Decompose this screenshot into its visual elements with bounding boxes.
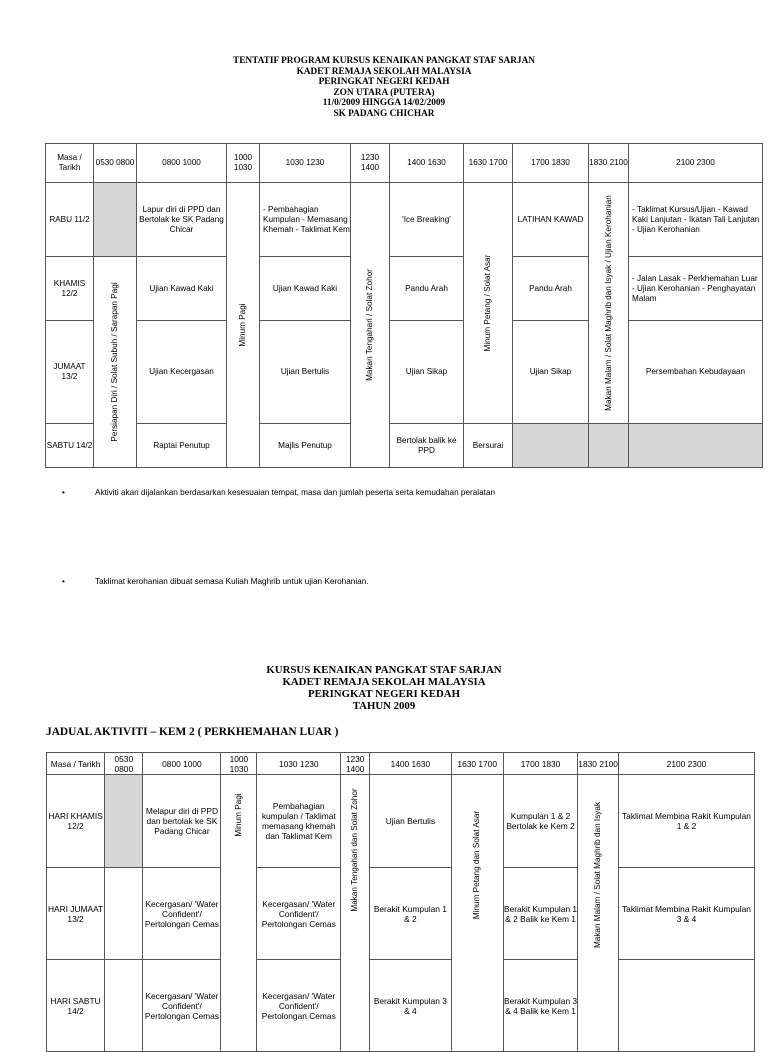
vertical-label: Makan Tengahari dan Solat Zohor: [350, 788, 360, 912]
date-cell: JUMAAT 13/2: [46, 321, 94, 424]
activity-cell: Persembahan Kebudayaan: [629, 321, 763, 424]
table-row: [46, 321, 763, 424]
date-cell: RABU 11/2: [46, 183, 94, 257]
header-cell: 1400 1630: [390, 144, 464, 183]
activity-cell: Lapur diri di PPD dan Bertolak ke SK Padang Chicar: [137, 183, 227, 257]
header-cell: Masa / Tarikh: [46, 144, 94, 183]
date-cell: HARI KHAMIS 12/2: [47, 775, 105, 868]
header-line: TAHUN 2009: [352, 700, 416, 712]
header-line: KADET REMAJA SEKOLAH MALAYSIA: [282, 676, 486, 688]
activity-cell: Pandu Arah: [390, 257, 464, 321]
vertical-label: Minum Petang dan Solat Asar: [472, 810, 482, 920]
activity-cell: Kumpulan 1 & 2 Bertolak ke Kem 2: [503, 775, 577, 868]
activity-cell: Ujian Sikap: [513, 321, 589, 424]
activity-cell: Ujian Bertulis: [260, 321, 351, 424]
vertical-label: Minum Pagi: [233, 793, 243, 837]
vertical-label: Makan Malam / Solat Maghrib dan Isyak: [593, 801, 603, 949]
activity-cell: LATIHAN KAWAD: [513, 183, 589, 257]
activity-cell: - Jalan Lasak - Perkhemahan Luar - Ujian Kerohanian - Penghayatan Malam: [629, 257, 763, 321]
header-cell: 1400 1630: [370, 753, 451, 775]
header-line: PERINGKAT NEGERI KEDAH: [308, 688, 460, 700]
header-cell: 0530 0800: [94, 144, 137, 183]
vertical-label: Minum Pagi: [238, 303, 247, 347]
header-cell: 1000 1030: [227, 144, 260, 183]
table-subheading: JADUAL AKTIVITI – KEM 2 ( PERKHEMAHAN LUAR ): [46, 726, 339, 738]
header-cell: 1830 2100: [578, 753, 619, 775]
header-cell: 2100 2300: [618, 753, 754, 775]
activity-cell: - Taklimat Kursus/Ujian - Kawad Kaki Lanjutan - Ikatan Tali Lanjutan - Ujian Kerohanian: [629, 183, 763, 257]
vertical-label-cell: [94, 257, 137, 468]
table-row: [46, 257, 763, 321]
activity-cell: Ujian Kawad Kaki: [260, 257, 351, 321]
header-cell: 1030 1230: [257, 753, 341, 775]
activity-cell: Ujian Bertulis: [370, 775, 451, 868]
table-row: [47, 868, 755, 960]
activity-cell: Kecergasan/ 'Water Confident'/ Pertolongan Cemas: [257, 960, 341, 1052]
date-cell: HARI JUMAAT 13/2: [47, 868, 105, 960]
header-cell: 2100 2300: [629, 144, 763, 183]
vertical-label: Persiapan Diri / Solat Subuh / Sarapan Pagi: [110, 282, 119, 442]
header-cell: 1230 1400: [341, 753, 370, 775]
header-cell: 0800 1000: [143, 753, 221, 775]
activity-cell: Kecergasan/ 'Water Confident'/ Pertolongan Cemas: [143, 868, 221, 960]
date-cell: KHAMIS 12/2: [46, 257, 94, 321]
schedule-table-1: [45, 143, 763, 468]
activity-cell: Ujian Kawad Kaki: [137, 257, 227, 321]
vertical-label-cell: [341, 775, 370, 1052]
activity-cell: Berakit Kumpulan 1 & 2 Balik ke Kem 1: [503, 868, 577, 960]
date-cell: HARI SABTU 14/2: [47, 960, 105, 1052]
activity-cell: Bersurai: [464, 424, 513, 468]
activity-cell: 'Ice Breaking': [390, 183, 464, 257]
table-row: [46, 183, 763, 257]
empty-cell: [105, 868, 143, 960]
activity-cell: Raptai Penutup: [137, 424, 227, 468]
header-cell: 0800 1000: [137, 144, 227, 183]
vertical-label: Makan Tengahari / Solat Zohor: [365, 269, 374, 381]
header-line: KADET REMAJA SEKOLAH MALAYSIA: [296, 66, 472, 77]
empty-cell: [94, 183, 137, 257]
empty-cell: [629, 424, 763, 468]
bullet-icon: •: [62, 577, 65, 586]
vertical-label-cell: [464, 183, 513, 424]
vertical-label-cell: [578, 775, 619, 1052]
vertical-label: Makan Malam / Solat Maghrib dan Isyak / Ujian Kerohanian: [603, 195, 613, 411]
table-row: [47, 775, 755, 868]
section-header: [0, 664, 768, 712]
activity-cell: Ujian Kecergasan: [137, 321, 227, 424]
table-row: [47, 960, 755, 1052]
table-header-row: [46, 144, 763, 183]
activity-cell: Bertolak balik ke PPD: [390, 424, 464, 468]
header-cell: 1630 1700: [464, 144, 513, 183]
activity-cell: Pandu Arah: [513, 257, 589, 321]
header-cell: 1030 1230: [260, 144, 351, 183]
header-cell: 1830 2100: [589, 144, 629, 183]
activity-cell: Berakit Kumpulan 1 & 2: [370, 868, 451, 960]
activity-cell: Taklimat Membina Rakit Kumpulan 1 & 2: [618, 775, 754, 868]
activity-cell: Taklimat Membina Rakit Kumpulan 3 & 4: [618, 868, 754, 960]
note-text: Aktiviti akan dijalankan berdasarkan kesesuaian tempat, masa dan jumlah peserta serta kemudahan peralatan: [95, 488, 496, 497]
vertical-label-cell: [451, 775, 503, 1052]
activity-cell: Berakit Kumpulan 3 & 4: [370, 960, 451, 1052]
header-line: PERINGKAT NEGERI KEDAH: [318, 77, 450, 88]
vertical-label-cell: [227, 183, 260, 468]
activity-cell: Majlis Penutup: [260, 424, 351, 468]
header-line: TENTATIF PROGRAM KURSUS KENAIKAN PANGKAT STAF SARJAN: [233, 56, 535, 66]
header-cell: Masa / Tarikh: [47, 753, 105, 775]
header-line: SK PADANG CHICHAR: [333, 108, 435, 119]
header-cell: 1230 1400: [351, 144, 390, 183]
vertical-label-cell: [589, 183, 629, 424]
empty-cell: [589, 424, 629, 468]
activity-cell: Melapur diri di PPD dan bertolak ke SK Padang Chicar: [143, 775, 221, 868]
empty-cell: [105, 960, 143, 1052]
vertical-label-cell: [221, 775, 257, 1052]
document-header: [0, 56, 768, 120]
activity-cell: Berakit Kumpulan 3 & 4 Balik ke Kem 1: [503, 960, 577, 1052]
activity-cell: Kecergasan/ 'Water Confident'/ Pertolongan Cemas: [143, 960, 221, 1052]
activity-cell: Ujian Sikap: [390, 321, 464, 424]
vertical-label: Minum Petang / Solat Asar: [483, 254, 492, 352]
table-row: [46, 424, 763, 468]
empty-cell: [618, 960, 754, 1052]
activity-cell: Pembahagian kumpulan / Taklimat memasang khemah dan Taklimat Kem: [257, 775, 341, 868]
empty-cell: [105, 775, 143, 868]
header-line: 11/0/2009 HINGGA 14/02/2009: [322, 98, 446, 109]
activity-cell: Kecergasan/ 'Water Confident'/ Pertolongan Cemas: [257, 868, 341, 960]
header-line: KURSUS KENAIKAN PANGKAT STAF SARJAN: [266, 664, 502, 676]
note-text: Taklimat kerohanian dibuat semasa Kuliah Maghrib untuk ujian Kerohanian.: [95, 577, 369, 586]
header-cell: 1630 1700: [451, 753, 503, 775]
activity-cell: - Pembahagian Kumpulan - Memasang Khemah - Taklimat Kem: [260, 183, 351, 257]
empty-cell: [513, 424, 589, 468]
header-cell: 1700 1830: [513, 144, 589, 183]
header-cell: 1700 1830: [503, 753, 577, 775]
header-cell: 1000 1030: [221, 753, 257, 775]
header-line: ZON UTARA (PUTERA): [333, 87, 435, 98]
schedule-table-2: [46, 752, 755, 1052]
header-cell: 0530 0800: [105, 753, 143, 775]
date-cell: SABTU 14/2: [46, 424, 94, 468]
table-header-row: [47, 753, 755, 775]
bullet-icon: •: [62, 488, 65, 497]
vertical-label-cell: [351, 183, 390, 468]
